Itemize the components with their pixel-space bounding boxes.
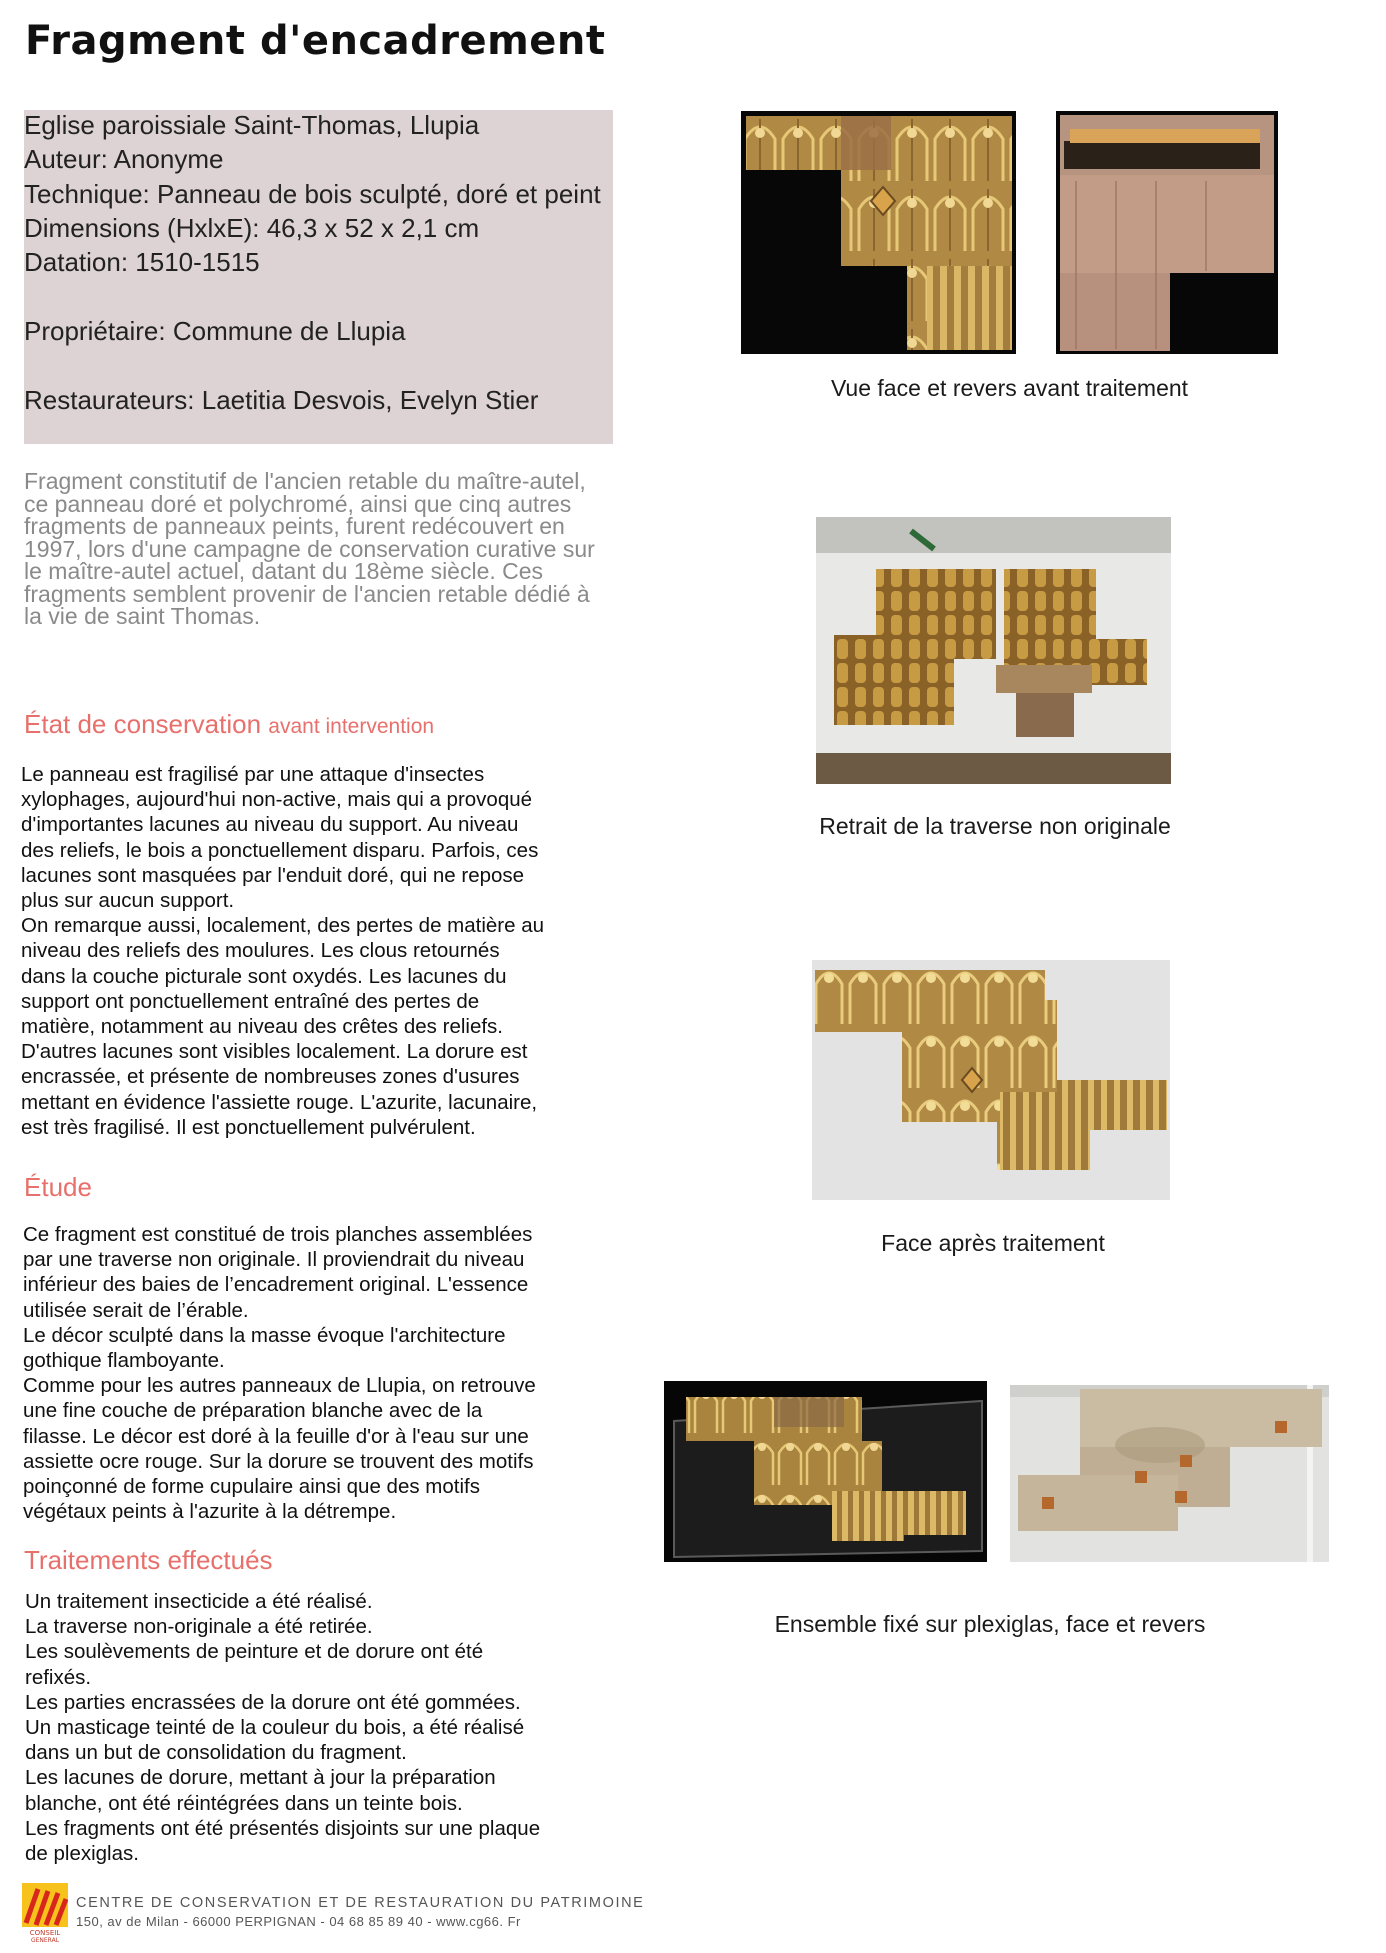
page-title: Fragment d'encadrement (25, 18, 606, 64)
text-line: une fine couche de préparation blanche avec de la (23, 1399, 483, 1423)
text-line: assiette ocre rouge. Sur la dorure se trouvent des motifs (23, 1449, 534, 1473)
text-line: plus sur aucun support. (21, 889, 235, 913)
text-line: D'autres lacunes sont visibles localement. La dorure est (21, 1040, 528, 1064)
caption-photo-2: Retrait de la traverse non originale (819, 813, 1171, 839)
caption-photo-4: Ensemble fixé sur plexiglas, face et revers (774, 1611, 1206, 1637)
text-line: Le panneau est fragilisé par une attaque d'insectes (21, 763, 485, 786)
photo-face-after-treatment (812, 960, 1170, 1200)
text-line: La traverse non-originale a été retirée. (25, 1615, 373, 1639)
conseil-general-logo (22, 1883, 68, 1943)
text-line: Les lacunes de dorure, mettant à jour la préparation (25, 1766, 496, 1790)
text-line: est très fragilisé. Il est ponctuellement pulvérulent. (21, 1115, 476, 1139)
footer-address: 150, av de Milan - 66000 PERPIGNAN - 04 68 85 89 40 - www.cg66. Fr (76, 1914, 521, 1929)
text-line: Comme pour les autres panneaux de Llupia, on retrouve (23, 1374, 536, 1398)
photo-face-before-treatment (741, 111, 1016, 354)
info-restorers: Restaurateurs: Laetitia Desvois, Evelyn Stier (24, 385, 539, 415)
photo-back-before-treatment (1056, 111, 1278, 354)
caption-photo-3: Face après traitement (881, 1230, 1105, 1256)
text-line: matière, notamment au niveau des crêtes des reliefs. (21, 1015, 503, 1039)
section-body-etat (21, 762, 544, 1140)
text-line: végétaux peints à l'azurite à la détrempe. (23, 1500, 397, 1524)
text-line: filasse. Le décor est doré à la feuille d'or à l'eau sur une (23, 1424, 529, 1448)
text-line: support ont ponctuellement entraîné des pertes de (21, 989, 480, 1013)
info-date: Datation: 1510-1515 (24, 247, 260, 277)
text-line: xylophages, aujourd'hui non-active, mais qui a provoqué (21, 788, 533, 812)
section-title-etat-main: État de conservation (24, 709, 262, 739)
info-owner: Propriétaire: Commune de Llupia (24, 316, 406, 346)
text-line: par une traverse non originale. Il proviendrait du niveau (23, 1248, 525, 1272)
text-line: Un masticage teinté de la couleur du bois, a été réalisé (25, 1716, 525, 1740)
photo-crossbar-removal (816, 517, 1171, 784)
text-line: encrassée, et présente de nombreuses zones d'usures (21, 1065, 520, 1089)
info-location: Eglise paroissiale Saint-Thomas, Llupia (24, 110, 480, 140)
text-line: gothique flamboyante. (23, 1349, 225, 1373)
text-line: refixés. (25, 1665, 92, 1689)
intro-paragraph: Fragment constitutif de l'ancien retable du maître-autel, ce panneau doré et polychromé, ainsi que cinq autres fragments de panneaux peints, furent redécouvert en 1997, lors d'une campagne de conservation curative sur le maître-autel actuel, datant du 18ème siècle. Ces fragments semblent provenir de l'ancien retable dédié à la vie de saint Thomas. (24, 468, 595, 629)
text-line: Ce fragment est constitué de trois planches assemblées (23, 1223, 533, 1246)
section-body-etude (23, 1222, 536, 1524)
section-body-traitements (25, 1589, 540, 1866)
text-line: inférieur des baies de l’encadrement original. L'essence (23, 1273, 529, 1297)
info-technique: Technique: Panneau de bois sculpté, doré et peint (24, 179, 601, 209)
svg-text:GENERAL: GENERAL (30, 1937, 60, 1943)
text-line: blanche, ont été réintégrées dans un teinte bois. (25, 1791, 463, 1815)
text-line: Les parties encrassées de la dorure ont été gommées. (25, 1690, 521, 1714)
info-author: Auteur: Anonyme (24, 144, 224, 174)
text-line: des reliefs, le bois a ponctuellement disparu. Parfois, ces (21, 838, 539, 862)
photo-plexiglas-back (1010, 1385, 1329, 1562)
section-title-etat-sub: avant intervention (268, 715, 435, 738)
section-title-traitements: Traitements effectués (24, 1545, 273, 1575)
text-line: Les soulèvements de peinture et de dorure ont été (25, 1640, 484, 1664)
caption-photo-1: Vue face et revers avant traitement (830, 375, 1189, 401)
text-line: utilisée serait de l’érable. (23, 1298, 249, 1322)
footer-organization: CENTRE DE CONSERVATION ET DE RESTAURATION DU PATRIMOINE (76, 1895, 645, 1911)
text-line: mettant en évidence l'assiette rouge. L'azurite, lacunaire, (21, 1090, 538, 1114)
text-line: dans la couche picturale sont oxydés. Les lacunes du (21, 964, 507, 988)
text-line: d'importantes lacunes au niveau du support. Au niveau (21, 813, 519, 837)
section-title-etat (24, 709, 434, 740)
text-line: dans un but de consolidation du fragment. (25, 1741, 407, 1765)
text-line: poinçonné de forme cupulaire ainsi que des motifs (23, 1475, 480, 1499)
text-line: de plexiglas. (25, 1842, 139, 1866)
text-line: Un traitement insecticide a été réalisé. (25, 1590, 373, 1613)
info-dimensions: Dimensions (HxlxE): 46,3 x 52 x 2,1 cm (24, 213, 480, 243)
text-line: lacunes sont masquées par l'enduit doré, qui ne repose (21, 863, 525, 887)
text-line: On remarque aussi, localement, des pertes de matière au (21, 914, 545, 938)
object-info-box (24, 110, 613, 444)
text-line: Le décor sculpté dans la masse évoque l'architecture (23, 1323, 506, 1347)
svg-text:CONSEIL: CONSEIL (29, 1929, 61, 1937)
text-line: niveau des reliefs des moulures. Les clous retournés (21, 939, 500, 963)
section-title-etude: Étude (24, 1172, 92, 1202)
photo-plexiglas-front (664, 1381, 987, 1562)
text-line: Les fragments ont été présentés disjoints sur une plaque (25, 1816, 541, 1840)
